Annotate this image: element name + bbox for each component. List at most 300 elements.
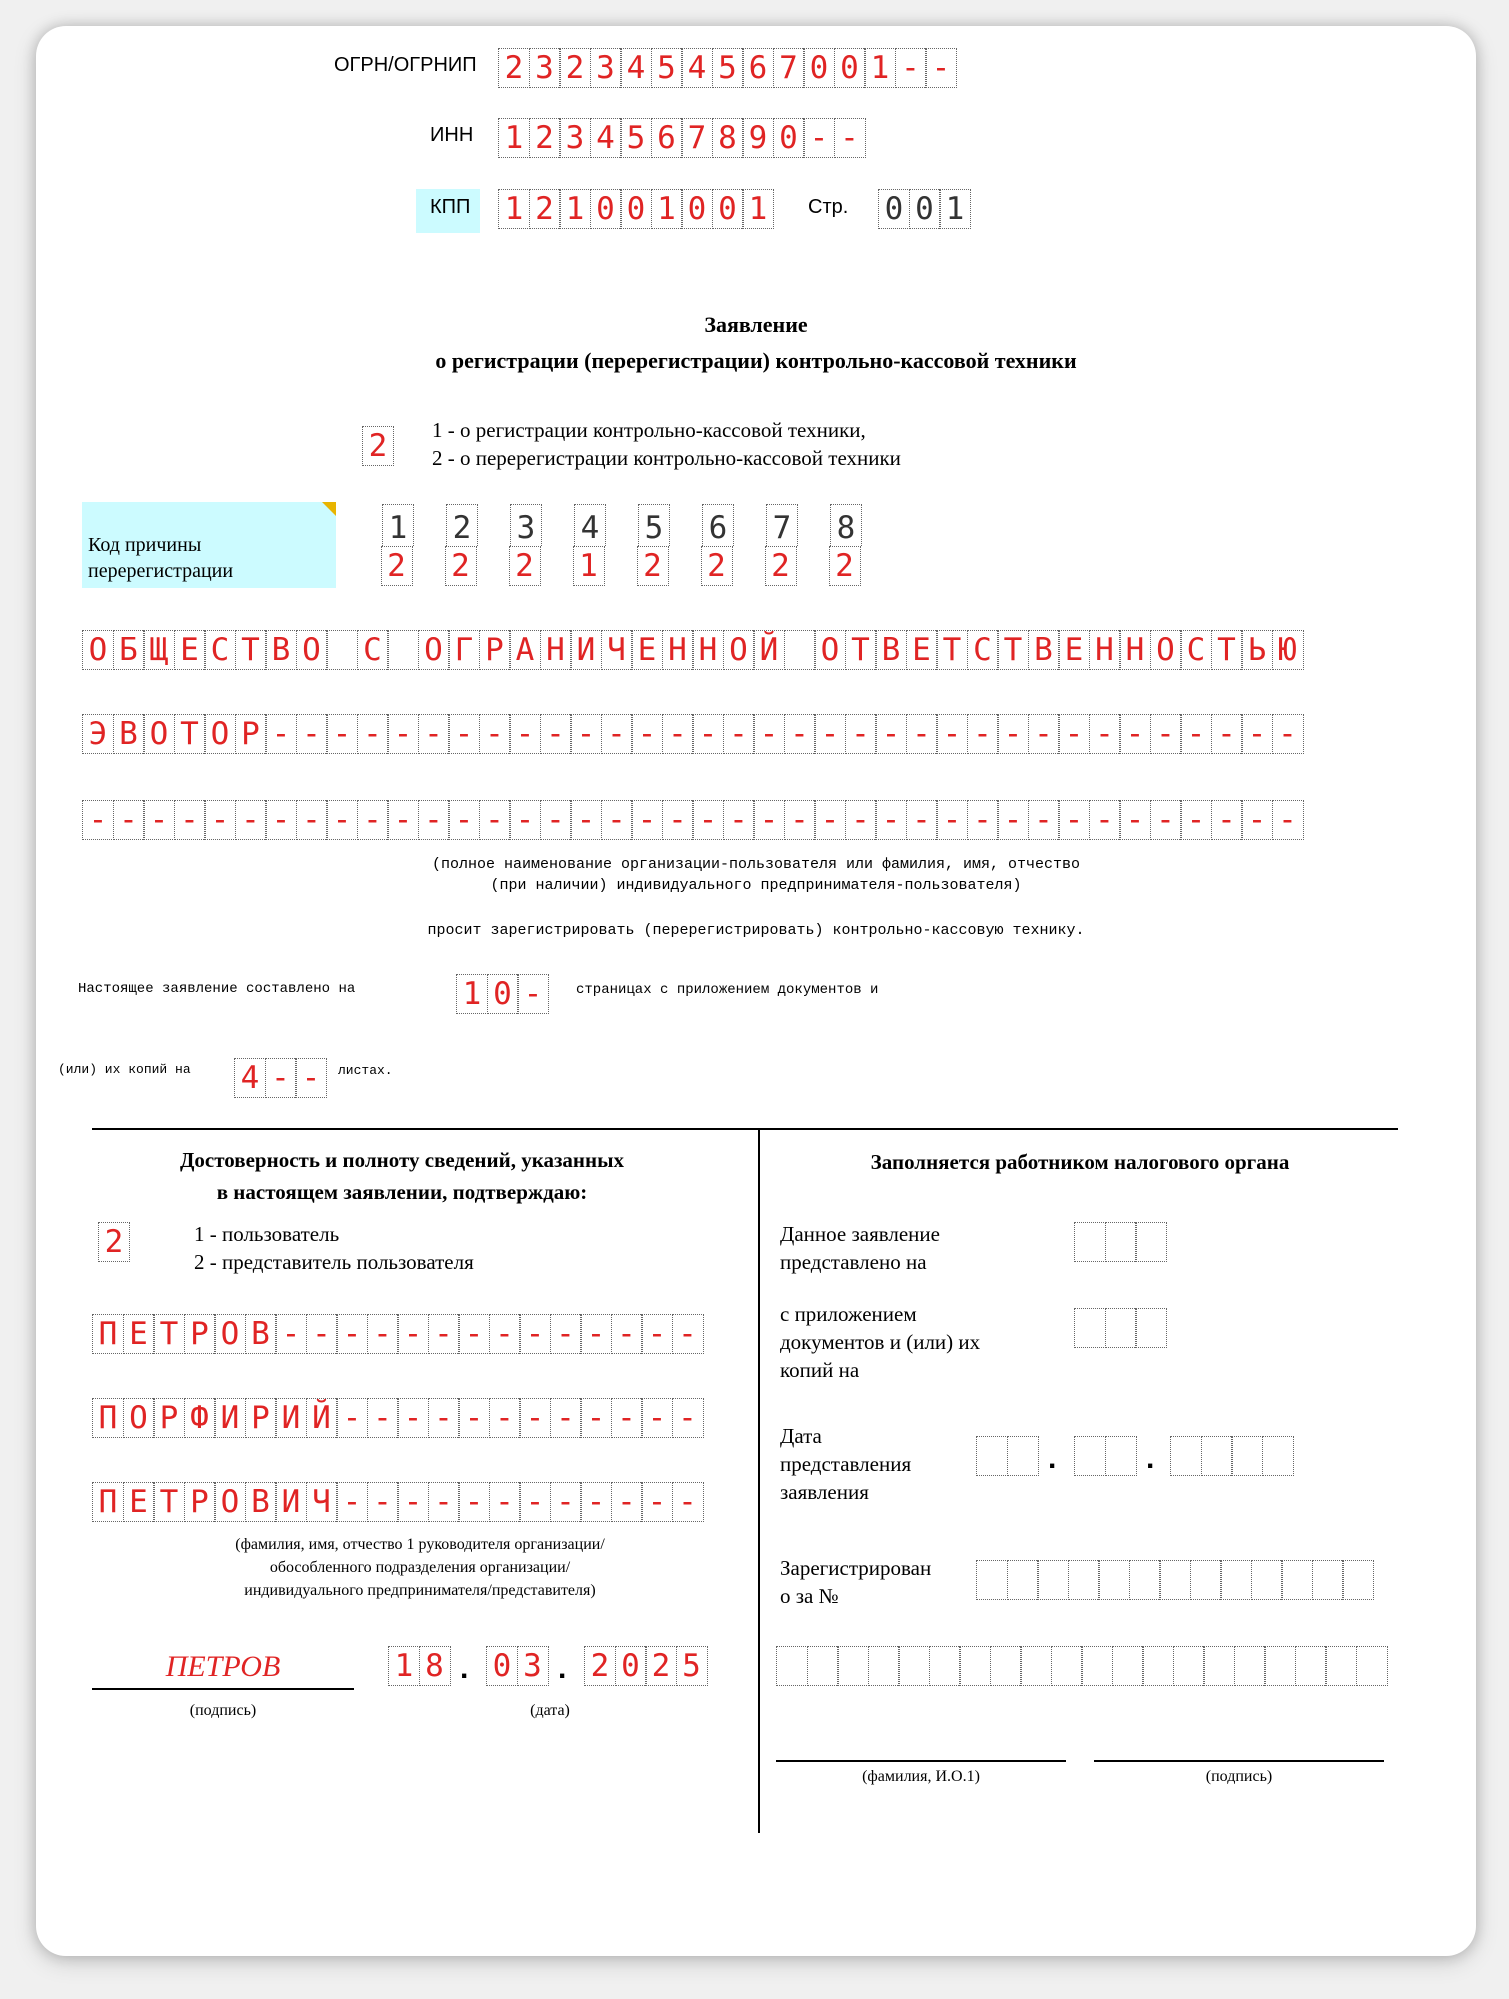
- char-cell[interactable]: Т: [997, 630, 1029, 670]
- char-cell[interactable]: 0: [773, 118, 805, 158]
- empty-cell[interactable]: [1312, 1560, 1344, 1600]
- char-cell[interactable]: -: [397, 1482, 429, 1522]
- empty-cell[interactable]: [1105, 1222, 1137, 1262]
- empty-cell[interactable]: [1142, 1646, 1174, 1686]
- char-cell[interactable]: -: [753, 714, 785, 754]
- empty-cell[interactable]: [898, 1646, 930, 1686]
- char-cell[interactable]: 0: [681, 189, 713, 229]
- char-cell[interactable]: -: [1150, 800, 1182, 840]
- empty-cell[interactable]: [1231, 1436, 1263, 1476]
- char-cell[interactable]: -: [936, 714, 968, 754]
- char-cell[interactable]: И: [275, 1482, 307, 1522]
- char-cell[interactable]: -: [906, 714, 938, 754]
- signature[interactable]: ПЕТРОВ: [165, 1650, 281, 1683]
- char-cell[interactable]: -: [631, 714, 663, 754]
- char-cell[interactable]: 2: [645, 1646, 677, 1686]
- empty-cell[interactable]: [1159, 1560, 1191, 1600]
- char-cell[interactable]: Р: [245, 1398, 277, 1438]
- char-cell[interactable]: В: [113, 714, 145, 754]
- char-cell[interactable]: 1: [742, 189, 774, 229]
- char-cell[interactable]: 2: [498, 48, 530, 88]
- char-cell[interactable]: -: [672, 1398, 704, 1438]
- char-cell[interactable]: О: [214, 1482, 246, 1522]
- char-cell[interactable]: Н: [1089, 630, 1121, 670]
- char-cell[interactable]: -: [1058, 714, 1090, 754]
- empty-cell[interactable]: [976, 1436, 1008, 1476]
- char-cell[interactable]: -: [631, 800, 663, 840]
- char-cell[interactable]: В: [265, 630, 297, 670]
- char-cell[interactable]: -: [1058, 800, 1090, 840]
- char-cell[interactable]: 2: [362, 426, 394, 466]
- char-cell[interactable]: 1: [498, 118, 530, 158]
- char-cell[interactable]: -: [235, 800, 267, 840]
- empty-cell[interactable]: [1173, 1646, 1205, 1686]
- char-cell[interactable]: -: [906, 800, 938, 840]
- char-cell[interactable]: -: [1028, 800, 1060, 840]
- org-name-line1[interactable]: [82, 630, 1304, 670]
- char-cell[interactable]: Ь: [1241, 630, 1273, 670]
- char-cell[interactable]: П: [92, 1314, 124, 1354]
- char-cell[interactable]: Ф: [184, 1398, 216, 1438]
- char-cell[interactable]: -: [458, 1482, 490, 1522]
- char-cell[interactable]: -: [519, 1398, 551, 1438]
- tax-date-month-cells[interactable]: [1074, 1436, 1137, 1476]
- empty-cell[interactable]: [1051, 1646, 1083, 1686]
- char-cell[interactable]: -: [1119, 714, 1151, 754]
- reason-value-cell[interactable]: 2: [829, 546, 861, 586]
- char-cell[interactable]: -: [428, 1398, 460, 1438]
- char-cell[interactable]: 4: [590, 118, 622, 158]
- empty-cell[interactable]: [976, 1560, 1008, 1600]
- char-cell[interactable]: О: [204, 714, 236, 754]
- char-cell[interactable]: Ю: [1272, 630, 1304, 670]
- char-cell[interactable]: О: [814, 630, 846, 670]
- char-cell[interactable]: И: [570, 630, 602, 670]
- tax-date-year-cells[interactable]: [1170, 1436, 1294, 1476]
- char-cell[interactable]: Й: [753, 630, 785, 670]
- char-cell[interactable]: -: [519, 1482, 551, 1522]
- char-cell[interactable]: 1: [559, 189, 591, 229]
- empty-cell[interactable]: [959, 1646, 991, 1686]
- char-cell[interactable]: -: [550, 1398, 582, 1438]
- char-cell[interactable]: -: [174, 800, 206, 840]
- char-cell[interactable]: -: [723, 800, 755, 840]
- char-cell[interactable]: -: [1028, 714, 1060, 754]
- char-cell[interactable]: Р: [235, 714, 267, 754]
- char-cell[interactable]: А: [509, 630, 541, 670]
- char-cell[interactable]: Т: [235, 630, 267, 670]
- empty-cell[interactable]: [807, 1646, 839, 1686]
- char-cell[interactable]: -: [601, 714, 633, 754]
- char-cell[interactable]: Н: [662, 630, 694, 670]
- char-cell[interactable]: Т: [1211, 630, 1243, 670]
- char-cell[interactable]: -: [997, 800, 1029, 840]
- char-cell[interactable]: В: [245, 1482, 277, 1522]
- char-cell[interactable]: 1: [498, 189, 530, 229]
- char-cell[interactable]: -: [448, 800, 480, 840]
- char-cell[interactable]: -: [1150, 714, 1182, 754]
- empty-cell[interactable]: [1262, 1436, 1294, 1476]
- empty-cell[interactable]: [1105, 1436, 1137, 1476]
- empty-cell[interactable]: [1074, 1222, 1106, 1262]
- char-cell[interactable]: -: [489, 1482, 521, 1522]
- org-name-line3[interactable]: [82, 800, 1304, 840]
- char-cell[interactable]: -: [814, 800, 846, 840]
- char-cell[interactable]: Р: [153, 1398, 185, 1438]
- char-cell[interactable]: 0: [834, 48, 866, 88]
- char-cell[interactable]: [784, 630, 816, 670]
- char-cell[interactable]: Т: [174, 714, 206, 754]
- char-cell[interactable]: 9: [742, 118, 774, 158]
- empty-cell[interactable]: [1234, 1646, 1266, 1686]
- signer-type-cell[interactable]: [98, 1222, 130, 1262]
- char-cell[interactable]: -: [367, 1398, 399, 1438]
- char-cell[interactable]: С: [1180, 630, 1212, 670]
- char-cell[interactable]: -: [1272, 800, 1304, 840]
- reason-value-cell[interactable]: 2: [381, 546, 413, 586]
- char-cell[interactable]: 2: [584, 1646, 616, 1686]
- char-cell[interactable]: -: [834, 118, 866, 158]
- char-cell[interactable]: -: [397, 1314, 429, 1354]
- char-cell[interactable]: -: [336, 1482, 368, 1522]
- char-cell[interactable]: Н: [1119, 630, 1151, 670]
- char-cell[interactable]: О: [1150, 630, 1182, 670]
- char-cell[interactable]: [326, 630, 358, 670]
- empty-cell[interactable]: [1081, 1646, 1113, 1686]
- empty-cell[interactable]: [1020, 1646, 1052, 1686]
- char-cell[interactable]: -: [1089, 800, 1121, 840]
- char-cell[interactable]: Н: [540, 630, 572, 670]
- char-cell[interactable]: Э: [82, 714, 114, 754]
- char-cell[interactable]: 5: [620, 118, 652, 158]
- char-cell[interactable]: 3: [517, 1646, 549, 1686]
- char-cell[interactable]: 0: [803, 48, 835, 88]
- char-cell[interactable]: Р: [184, 1314, 216, 1354]
- char-cell[interactable]: 0: [615, 1646, 647, 1686]
- empty-cell[interactable]: [1251, 1560, 1283, 1600]
- reason-value-cell[interactable]: 2: [509, 546, 541, 586]
- char-cell[interactable]: -: [662, 714, 694, 754]
- name-cells[interactable]: [92, 1398, 704, 1438]
- char-cell[interactable]: 1: [651, 189, 683, 229]
- empty-cell[interactable]: [868, 1646, 900, 1686]
- ogrn-cells[interactable]: [498, 48, 957, 88]
- char-cell[interactable]: -: [895, 48, 927, 88]
- char-cell[interactable]: -: [326, 800, 358, 840]
- char-cell[interactable]: В: [1028, 630, 1060, 670]
- char-cell[interactable]: -: [692, 800, 724, 840]
- char-cell[interactable]: О: [82, 630, 114, 670]
- char-cell[interactable]: -: [875, 714, 907, 754]
- empty-cell[interactable]: [1295, 1646, 1327, 1686]
- char-cell[interactable]: -: [509, 800, 541, 840]
- char-cell[interactable]: -: [611, 1314, 643, 1354]
- char-cell[interactable]: 0: [486, 1646, 518, 1686]
- empty-cell[interactable]: [1129, 1560, 1161, 1600]
- empty-cell[interactable]: [1112, 1646, 1144, 1686]
- char-cell[interactable]: Г: [448, 630, 480, 670]
- char-cell[interactable]: -: [1241, 714, 1273, 754]
- char-cell[interactable]: Е: [123, 1482, 155, 1522]
- reason-value-cell[interactable]: 2: [765, 546, 797, 586]
- char-cell[interactable]: -: [580, 1482, 612, 1522]
- empty-cell[interactable]: [1201, 1436, 1233, 1476]
- char-cell[interactable]: О: [418, 630, 450, 670]
- char-cell[interactable]: -: [479, 800, 511, 840]
- char-cell[interactable]: -: [326, 714, 358, 754]
- char-cell[interactable]: Е: [123, 1314, 155, 1354]
- char-cell[interactable]: Т: [845, 630, 877, 670]
- char-cell[interactable]: С: [357, 630, 389, 670]
- char-cell[interactable]: -: [265, 1058, 297, 1098]
- char-cell[interactable]: -: [489, 1314, 521, 1354]
- char-cell[interactable]: -: [448, 714, 480, 754]
- kpp-cells[interactable]: [498, 189, 774, 229]
- char-cell[interactable]: Е: [906, 630, 938, 670]
- char-cell[interactable]: -: [296, 800, 328, 840]
- char-cell[interactable]: О: [296, 630, 328, 670]
- patronymic-cells[interactable]: [92, 1482, 704, 1522]
- submitted-cells[interactable]: [1074, 1222, 1167, 1262]
- char-cell[interactable]: -: [1089, 714, 1121, 754]
- char-cell[interactable]: С: [967, 630, 999, 670]
- char-cell[interactable]: В: [245, 1314, 277, 1354]
- char-cell[interactable]: -: [113, 800, 145, 840]
- char-cell[interactable]: Т: [936, 630, 968, 670]
- char-cell[interactable]: 2: [529, 118, 561, 158]
- char-cell[interactable]: -: [1119, 800, 1151, 840]
- reason-value-cell[interactable]: 2: [701, 546, 733, 586]
- char-cell[interactable]: -: [875, 800, 907, 840]
- char-cell[interactable]: Б: [113, 630, 145, 670]
- char-cell[interactable]: -: [845, 714, 877, 754]
- char-cell[interactable]: -: [275, 1314, 307, 1354]
- char-cell[interactable]: -: [692, 714, 724, 754]
- empty-cell[interactable]: [1325, 1646, 1357, 1686]
- empty-cell[interactable]: [1105, 1308, 1137, 1348]
- empty-cell[interactable]: [1007, 1436, 1039, 1476]
- char-cell[interactable]: -: [753, 800, 785, 840]
- char-cell[interactable]: Н: [692, 630, 724, 670]
- empty-cell[interactable]: [1281, 1560, 1313, 1600]
- char-cell[interactable]: -: [662, 800, 694, 840]
- char-cell[interactable]: 8: [712, 118, 744, 158]
- char-cell[interactable]: Щ: [143, 630, 175, 670]
- char-cell[interactable]: -: [367, 1482, 399, 1522]
- char-cell[interactable]: 2: [98, 1222, 130, 1262]
- char-cell[interactable]: Р: [184, 1482, 216, 1522]
- char-cell[interactable]: 0: [487, 974, 519, 1014]
- reason-value-cell[interactable]: 1: [573, 546, 605, 586]
- empty-cell[interactable]: [1098, 1560, 1130, 1600]
- char-cell[interactable]: -: [296, 714, 328, 754]
- char-cell[interactable]: -: [601, 800, 633, 840]
- char-cell[interactable]: 7: [681, 118, 713, 158]
- empty-cell[interactable]: [1135, 1222, 1167, 1262]
- empty-cell[interactable]: [990, 1646, 1022, 1686]
- char-cell[interactable]: -: [143, 800, 175, 840]
- char-cell[interactable]: -: [428, 1314, 460, 1354]
- empty-cell[interactable]: [1342, 1560, 1374, 1600]
- char-cell[interactable]: -: [540, 800, 572, 840]
- char-cell[interactable]: -: [367, 1314, 399, 1354]
- char-cell[interactable]: О: [123, 1398, 155, 1438]
- empty-cell[interactable]: [837, 1646, 869, 1686]
- char-cell[interactable]: -: [1272, 714, 1304, 754]
- copies-cells[interactable]: [234, 1058, 327, 1098]
- char-cell[interactable]: П: [92, 1398, 124, 1438]
- char-cell[interactable]: -: [580, 1314, 612, 1354]
- char-cell[interactable]: -: [540, 714, 572, 754]
- char-cell[interactable]: -: [784, 800, 816, 840]
- char-cell[interactable]: Т: [153, 1482, 185, 1522]
- char-cell[interactable]: П: [92, 1482, 124, 1522]
- char-cell[interactable]: -: [509, 714, 541, 754]
- tax-date-day-cells[interactable]: [976, 1436, 1039, 1476]
- char-cell[interactable]: -: [550, 1482, 582, 1522]
- reason-value-cell[interactable]: 2: [445, 546, 477, 586]
- char-cell[interactable]: -: [723, 714, 755, 754]
- char-cell[interactable]: Ч: [306, 1482, 338, 1522]
- char-cell[interactable]: -: [611, 1398, 643, 1438]
- empty-cell[interactable]: [1068, 1560, 1100, 1600]
- char-cell[interactable]: 2: [529, 189, 561, 229]
- char-cell[interactable]: 0: [712, 189, 744, 229]
- char-cell[interactable]: -: [967, 800, 999, 840]
- empty-cell[interactable]: [1220, 1560, 1252, 1600]
- char-cell[interactable]: -: [458, 1314, 490, 1354]
- char-cell[interactable]: -: [641, 1398, 673, 1438]
- char-cell[interactable]: -: [1211, 714, 1243, 754]
- char-cell[interactable]: -: [517, 974, 549, 1014]
- char-cell[interactable]: -: [519, 1314, 551, 1354]
- char-cell[interactable]: -: [458, 1398, 490, 1438]
- char-cell[interactable]: -: [1180, 714, 1212, 754]
- char-cell[interactable]: Е: [174, 630, 206, 670]
- char-cell[interactable]: 1: [388, 1646, 420, 1686]
- char-cell[interactable]: 2: [559, 48, 591, 88]
- empty-cell[interactable]: [1190, 1560, 1222, 1600]
- char-cell[interactable]: 4: [234, 1058, 266, 1098]
- char-cell[interactable]: -: [803, 118, 835, 158]
- attach-cells[interactable]: [1074, 1308, 1167, 1348]
- empty-cell[interactable]: [1203, 1646, 1235, 1686]
- char-cell[interactable]: -: [570, 714, 602, 754]
- char-cell[interactable]: 3: [590, 48, 622, 88]
- date-month-cells[interactable]: [486, 1646, 549, 1686]
- char-cell[interactable]: 3: [529, 48, 561, 88]
- char-cell[interactable]: Р: [479, 630, 511, 670]
- empty-cell[interactable]: [1074, 1308, 1106, 1348]
- char-cell[interactable]: О: [214, 1314, 246, 1354]
- char-cell[interactable]: 1: [456, 974, 488, 1014]
- empty-cell[interactable]: [1356, 1646, 1388, 1686]
- char-cell[interactable]: 5: [676, 1646, 708, 1686]
- empty-cell[interactable]: [1264, 1646, 1296, 1686]
- char-cell[interactable]: 0: [590, 189, 622, 229]
- char-cell[interactable]: 4: [681, 48, 713, 88]
- date-day-cells[interactable]: [388, 1646, 451, 1686]
- char-cell[interactable]: -: [672, 1314, 704, 1354]
- char-cell[interactable]: -: [814, 714, 846, 754]
- char-cell[interactable]: 6: [651, 118, 683, 158]
- char-cell[interactable]: -: [611, 1482, 643, 1522]
- char-cell[interactable]: -: [336, 1314, 368, 1354]
- char-cell[interactable]: -: [357, 800, 389, 840]
- char-cell[interactable]: -: [397, 1398, 429, 1438]
- char-cell[interactable]: -: [295, 1058, 327, 1098]
- char-cell[interactable]: 0: [620, 189, 652, 229]
- char-cell[interactable]: -: [641, 1314, 673, 1354]
- char-cell[interactable]: -: [357, 714, 389, 754]
- char-cell[interactable]: -: [418, 714, 450, 754]
- empty-cell[interactable]: [1074, 1436, 1106, 1476]
- empty-cell[interactable]: [1037, 1560, 1069, 1600]
- char-cell[interactable]: -: [387, 714, 419, 754]
- org-name-line2[interactable]: [82, 714, 1304, 754]
- reg-no-cells[interactable]: [976, 1560, 1374, 1600]
- empty-cell[interactable]: [776, 1646, 808, 1686]
- char-cell[interactable]: -: [479, 714, 511, 754]
- char-cell[interactable]: О: [143, 714, 175, 754]
- char-cell[interactable]: -: [936, 800, 968, 840]
- char-cell[interactable]: Е: [631, 630, 663, 670]
- char-cell[interactable]: -: [784, 714, 816, 754]
- empty-cell[interactable]: [1007, 1560, 1039, 1600]
- char-cell[interactable]: -: [265, 800, 297, 840]
- char-cell[interactable]: Ч: [601, 630, 633, 670]
- char-cell[interactable]: -: [845, 800, 877, 840]
- char-cell[interactable]: 6: [742, 48, 774, 88]
- char-cell[interactable]: И: [275, 1398, 307, 1438]
- char-cell[interactable]: -: [1241, 800, 1273, 840]
- char-cell[interactable]: Й: [306, 1398, 338, 1438]
- empty-cell[interactable]: [1135, 1308, 1167, 1348]
- char-cell[interactable]: -: [967, 714, 999, 754]
- empty-cell[interactable]: [1170, 1436, 1202, 1476]
- char-cell[interactable]: -: [387, 800, 419, 840]
- char-cell[interactable]: 1: [864, 48, 896, 88]
- char-cell[interactable]: -: [204, 800, 236, 840]
- char-cell[interactable]: В: [875, 630, 907, 670]
- char-cell[interactable]: -: [641, 1482, 673, 1522]
- char-cell[interactable]: -: [489, 1398, 521, 1438]
- char-cell[interactable]: [387, 630, 419, 670]
- char-cell[interactable]: -: [82, 800, 114, 840]
- char-cell[interactable]: -: [550, 1314, 582, 1354]
- char-cell[interactable]: -: [672, 1482, 704, 1522]
- char-cell[interactable]: 5: [712, 48, 744, 88]
- char-cell[interactable]: -: [570, 800, 602, 840]
- date-year-cells[interactable]: [584, 1646, 708, 1686]
- char-cell[interactable]: Т: [153, 1314, 185, 1354]
- char-cell[interactable]: И: [214, 1398, 246, 1438]
- pages-cells[interactable]: [456, 974, 549, 1014]
- char-cell[interactable]: -: [1211, 800, 1243, 840]
- char-cell[interactable]: -: [418, 800, 450, 840]
- char-cell[interactable]: -: [336, 1398, 368, 1438]
- char-cell[interactable]: С: [204, 630, 236, 670]
- char-cell[interactable]: -: [265, 714, 297, 754]
- char-cell[interactable]: 4: [620, 48, 652, 88]
- char-cell[interactable]: -: [306, 1314, 338, 1354]
- char-cell[interactable]: 3: [559, 118, 591, 158]
- char-cell[interactable]: 5: [651, 48, 683, 88]
- char-cell[interactable]: -: [1180, 800, 1212, 840]
- inn-cells[interactable]: [498, 118, 866, 158]
- char-cell[interactable]: О: [723, 630, 755, 670]
- char-cell[interactable]: 7: [773, 48, 805, 88]
